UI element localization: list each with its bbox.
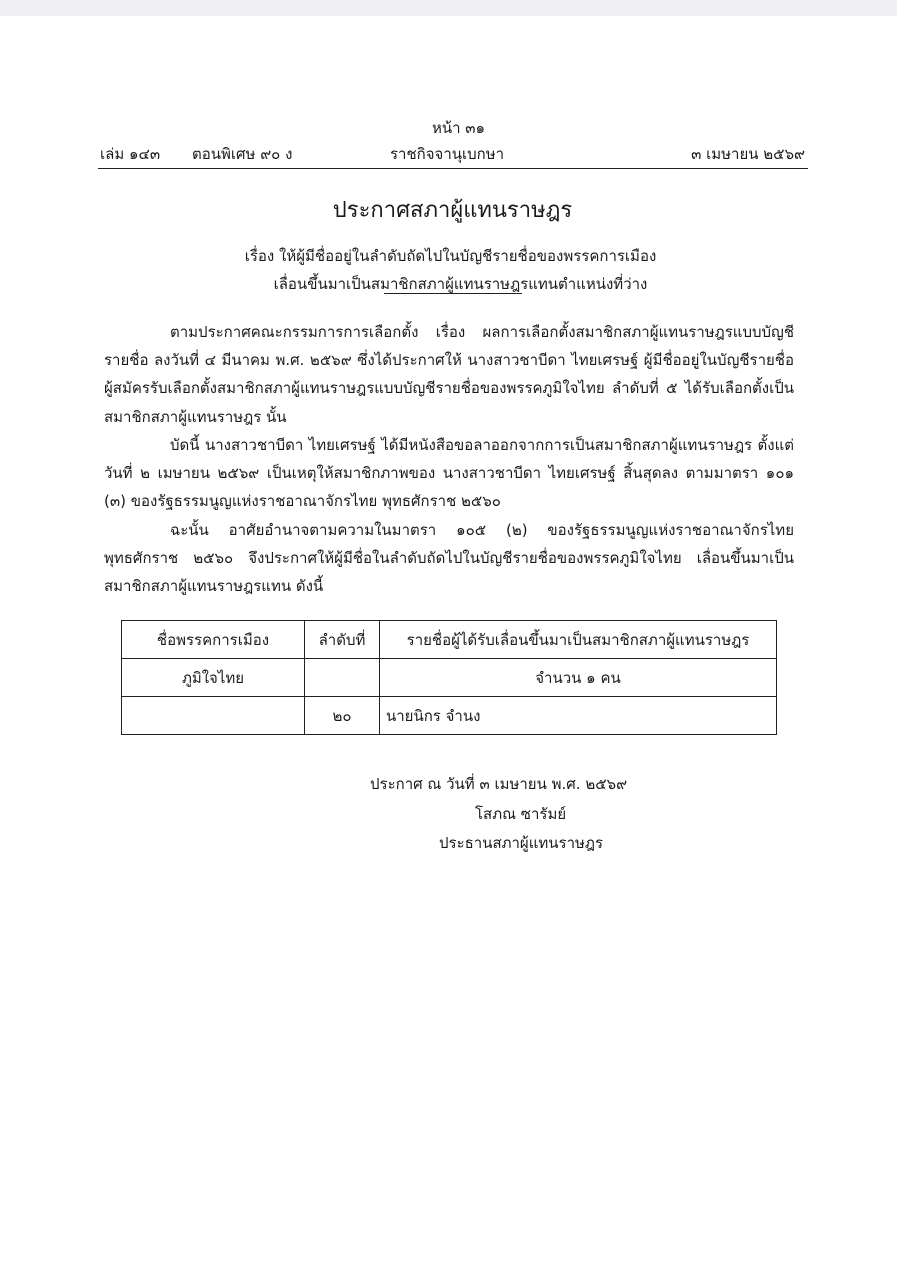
- header-name: รายชื่อผู้ได้รับเลื่อนขึ้นมาเป็นสมาชิกสภาผู้แทนราษฎร: [380, 621, 777, 659]
- empty-party-cell: [122, 697, 305, 735]
- body-paragraph-1-block: [104, 318, 794, 431]
- announcement-subject-line1: เรื่อง ให้ผู้มีชื่ออยู่ในลำดับถัดไปในบัญชีรายชื่อของพรรคการเมือง: [244, 247, 657, 265]
- body-paragraph-1: ตามประกาศคณะกรรมการการเลือกตั้ง เรื่อง ผลการเลือกตั้งสมาชิกสภาผู้แทนราษฎรแบบบัญชีรายชื่อ ลงวันที่ ๔ มีนาคม พ.ศ. ๒๕๖๙ ซึ่งได้ประกาศให้ นางสาวชาบีดา ไทยเศรษฐ์ ผู้มีชื่ออยู่ในบัญชีรายชื่อผู้สมัครรับเลือกตั้งสมาชิกสภาผู้แทนราษฎรแบบบัญชีรายชื่อของพรรคภูมิใจไทย ลำดับที่ ๕ ได้รับเลือกตั้งเป็นสมาชิกสภาผู้แทนราษฎร นั้น: [104, 323, 794, 426]
- signatory-name: โสภณ ซารัมย์: [475, 805, 567, 823]
- rank-cell: ๒๐: [305, 697, 380, 735]
- member-count-cell: จำนวน ๑ คน: [380, 659, 777, 697]
- table-row: [122, 697, 777, 735]
- announcement-title: ประกาศสภาผู้แทนราษฎร: [332, 198, 573, 223]
- page-number: หน้า ๓๑: [431, 119, 486, 137]
- empty-rank-cell: [305, 659, 380, 697]
- table-row: [122, 659, 777, 697]
- header-party: ชื่อพรรคการเมือง: [122, 621, 305, 659]
- gazette-meta-row: [100, 142, 805, 164]
- top-status-strip: [0, 0, 897, 16]
- section-label: ตอนพิเศษ ๙๐ ง: [192, 145, 293, 163]
- gazette-name: ราชกิจจานุเบกษา: [390, 145, 505, 163]
- body-paragraph-2: บัดนี้ นางสาวชาบีดา ไทยเศรษฐ์ ได้มีหนังสือขอลาออกจากการเป็นสมาชิกสภาผู้แทนราษฎร ตั้งแต่วันที่ ๒ เมษายน ๒๕๖๙ เป็นเหตุให้สมาชิกภาพของ นางสาวชาบีดา ไทยเศรษฐ์ สิ้นสุดลง ตามมาตรา ๑๐๑ (๓) ของรัฐธรรมนูญแห่งราชอาณาจักรไทย พุทธศักราช ๒๕๖๐: [104, 436, 794, 511]
- signatory-position: ประธานสภาผู้แทนราษฎร: [439, 834, 604, 852]
- member-list-table: [121, 620, 777, 735]
- body-paragraph-3: ฉะนั้น อาศัยอำนาจตามความในมาตรา ๑๐๕ (๒) ของรัฐธรรมนูญแห่งราชอาณาจักรไทย พุทธศักราช ๒๕๖๐ จึงประกาศให้ผู้มีชื่อในลำดับถัดไปในบัญชีรายชื่อของพรรคภูมิใจไทย เลื่อนขึ้นมาเป็นสมาชิกสภาผู้แทนราษฎรแทน ดังนี้: [104, 521, 794, 596]
- table-header-row: [122, 621, 777, 659]
- announcement-subject-line2: เลื่อนขึ้นมาเป็นสมาชิกสภาผู้แทนราษฎรแทนตำแหน่งที่ว่าง: [273, 275, 648, 293]
- title-divider: [384, 293, 522, 294]
- member-name-cell: นายนิกร จำนง: [380, 697, 777, 735]
- signature-date: ประกาศ ณ วันที่ ๓ เมษายน พ.ศ. ๒๕๖๙: [370, 775, 628, 793]
- header-rank: ลำดับที่: [305, 621, 380, 659]
- body-paragraph-3-block: [104, 516, 794, 601]
- party-name-cell: ภูมิใจไทย: [122, 659, 305, 697]
- gazette-date: ๓ เมษายน ๒๕๖๙: [691, 145, 805, 163]
- body-paragraph-2-block: [104, 431, 794, 516]
- volume-label: เล่ม ๑๔๓: [100, 145, 161, 163]
- document-page: [0, 16, 897, 1280]
- header-divider: [98, 168, 808, 169]
